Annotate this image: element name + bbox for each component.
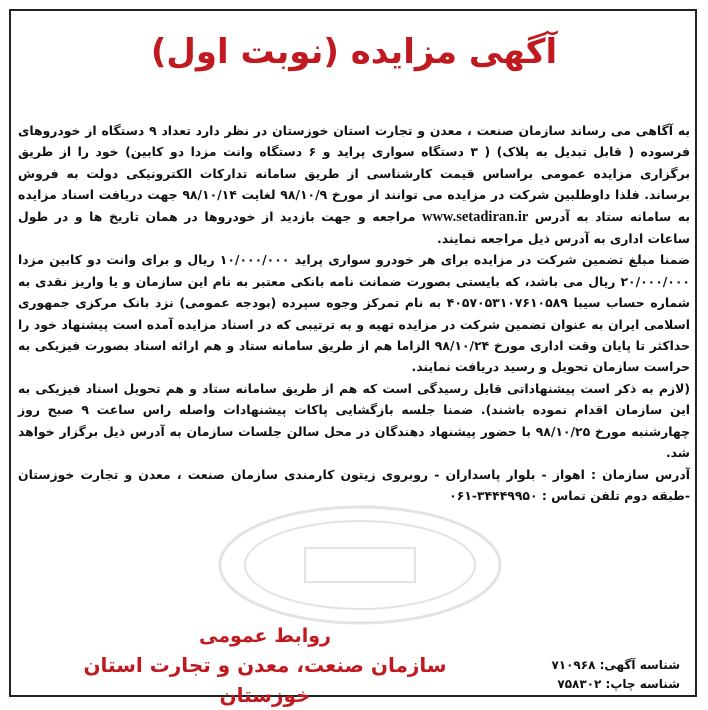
paragraph-1-tail: مراجعه و جهت بازدید از خودروها در همان تاریخ ها و در طول ساعات اداری به آدرس ذیل مراجعه نمایند. (18, 208, 690, 247)
signature-block (40, 622, 490, 710)
notice-title: آگهی مزایده (نوبت اول) (150, 32, 558, 72)
ad-code: شناسه آگهی: ۷۱۰۹۶۸ (551, 658, 680, 672)
signature-line-1: روابط عمومی (199, 625, 331, 647)
notice-paragraph-3: (لازم به ذکر است پیشنهاداتی قابل رسیدگی است که هم از طریق سامانه ستاد و هم تحویل اسناد فیزیکی به این سازمان اقدام نموده باشند). ضمنا جلسه بازگشایی پاکات پیشنهادات واصله راس ساعت ۹ صبح روز چهارشنبه مورخ ۹۸/۱۰/۲۵ با حضور پیشنهاد دهندگان در محل سالن جلسات سازمان به آدرس ذیل برگزار خواهد شد. (18, 380, 690, 461)
signature-line-2: سازمان صنعت، معدن و تجارت استان خوزستان (83, 653, 447, 707)
print-code: شناسه چاپ: ۷۵۸۳۰۲ (557, 677, 680, 691)
notice-paragraph-4: آدرس سازمان : اهواز - بلوار پاسداران - روبروی زیتون کارمندی سازمان صنعت ، معدن و تجارت خوزستان -طبقه دوم تلفن تماس : ۳۴۴۴۹۹۵۰-۰۶۱ (18, 466, 690, 503)
paragraph-1-text: به آگاهی می رساند سازمان صنعت ، معدن و تجارت استان خوزستان در نظر دارد تعداد ۹ دستگاه از خودروهای فرسوده ( قابل تبدیل به پلاک) ( ۳ دستگاه سواری پراید و ۶ دستگاه وانت مزدا دو کابین) خود را از طریق برگزاری مزایده عمومی براساس قیمت کارشناسی از طریق سامانه تدارکات الکترونیکی دولت به فروش برساند. فلذا داوطلبین شرکت در مزایده می توانند از مورخ ۹۸/۱۰/۹ لغایت ۹۸/۱۰/۱۴ جهت دریافت اسناد مزایده به سامانه ستاد به آدرس (18, 123, 690, 224)
notice-paragraph-1 (18, 120, 690, 249)
notice-codes (520, 656, 680, 694)
notice-paragraph-2: ضمنا مبلغ تضمین شرکت در مزایده برای هر خودرو سواری پراید ۱۰/۰۰۰/۰۰۰ ریال و برای وانت دو کابین مزدا ۲۰/۰۰۰/۰۰۰ ریال می باشد، که بایستی بصورت ضمانت نامه بانکی معتبر به نام این سازمان و یا واریز نقدی به شماره حساب سیبا ۴۰۵۷۰۵۳۱۰۷۶۱۰۵۸۹ به نام تمرکز وجوه سپرده (بودجه عمومی) نزد بانک مرکزی جمهوری اسلامی ایران به عنوان تضمین شرکت در مزایده تهیه و به ترتیبی که در اسناد مزایده آمده است پیشنهاد خود را حداکثر تا پایان وقت اداری مورخ ۹۸/۱۰/۲۴ الزاما هم از طریق سامانه ستاد و هم ارائه اسناد بصورت فیزیکی به حراست سازمان تحویل و رسید دریافت نمایند. (18, 252, 690, 375)
notice-body (18, 120, 690, 506)
website-link[interactable]: www.setadiran.ir (421, 208, 529, 225)
